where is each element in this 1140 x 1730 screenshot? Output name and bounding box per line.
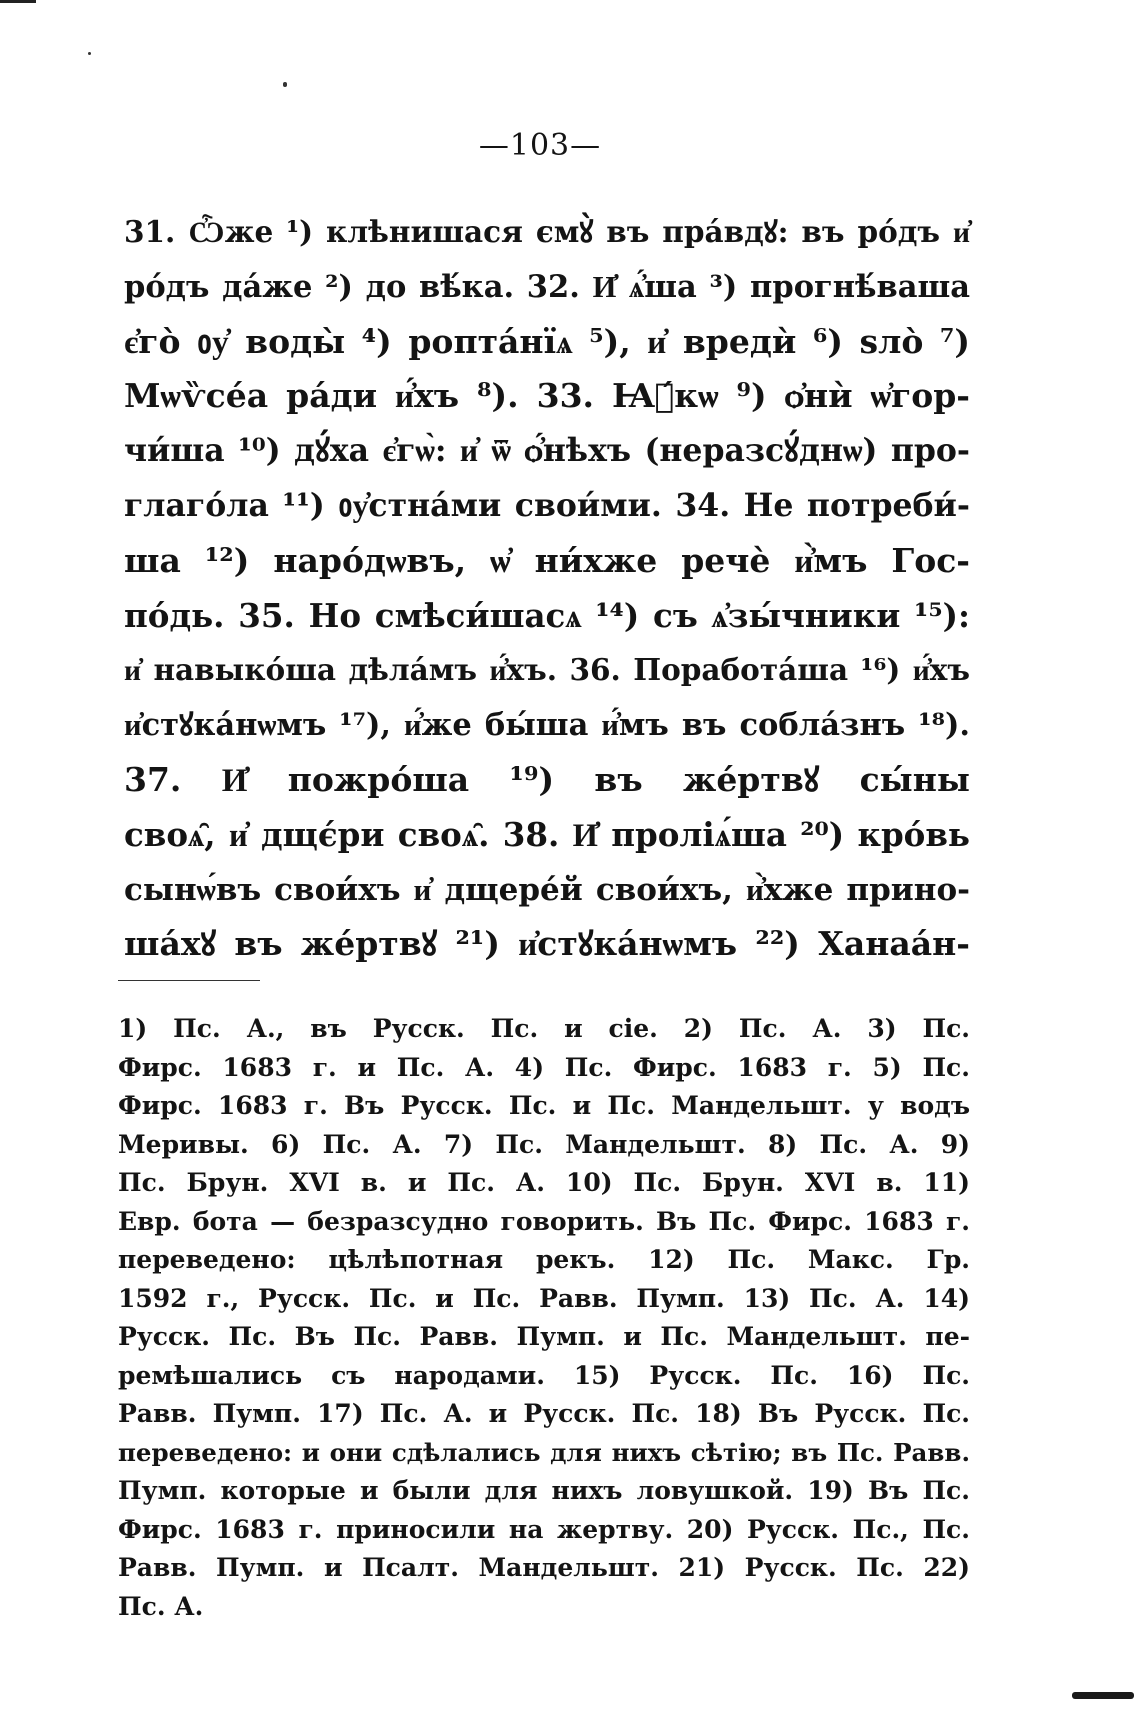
footnote-line: Пс. А.: [118, 1591, 204, 1621]
text-line: ша ¹²) наро́дѡвъ, ѡ҆ ни́хже речѐ и҆̀мъ Гос-: [124, 540, 970, 580]
text-line: своѧ̑, и҆ дщє́ри своѧ̑. 38. И҆ проліѧ́ша ²⁰) кро́вь: [124, 814, 970, 854]
scan-edge-mark: [1072, 1692, 1134, 1699]
text-line: чи́ша ¹⁰) дꙋ́ха є҆гѡ̀: и҆ ѿ ѻ҆́нѣхъ (неразсꙋ́днѡ) про-: [124, 432, 970, 470]
psalm-text: [124, 205, 970, 972]
footnote-line: 1) Пс. А., въ Русск. Пс. и сіе. 2) Пс. А. 3) Пс.: [118, 1014, 970, 1043]
text-line: 31. Ѽже ¹) клѣнишася ємꙋ̀ въ пра́вдꙋ: въ ро́дъ и҆: [124, 214, 970, 249]
scan-speck: [283, 82, 287, 87]
footnotes: [118, 1010, 970, 1626]
footnote-line: Евр. бота — безразсудно говорить. Въ Пс. Фирс. 1683 г.: [118, 1206, 970, 1236]
footnote-line: Меривы. 6) Пс. А. 7) Пс. Мандельшт. 8) Пс. А. 9): [118, 1129, 970, 1159]
footnote-line: ремѣшались съ народами. 15) Русск. Пс. 16) Пс.: [118, 1360, 970, 1390]
footnote-separator: [118, 980, 260, 981]
text-line: Мѡѷсе́а ра́ди и҆́хъ ⁸). 33. Ꙗ҆́кѡ ⁹) ѻ҆нѝ ѡ҆гор-: [124, 376, 970, 416]
text-line: ро́дъ да́же ²) до вѣ́ка. 32. И҆ ѧ҆́ша ³) прогнѣ́ваша: [124, 268, 970, 305]
text-line: сынѡ́въ свои́хъ и҆ дщере́й свои́хъ, и҆̀хже прино-: [124, 871, 970, 908]
footnote-line: 1592 г., Русск. Пс. и Пс. Равв. Пумп. 13) Пс. А. 14): [118, 1283, 970, 1313]
text-line: и҆ навыко́ша дѣла́мъ и҆́хъ. 36. Поработа́ша ¹⁶) и҆́хъ: [124, 652, 970, 688]
text-line: ша́хꙋ въ же́ртвꙋ ²¹) и҆стꙋка́нѡмъ ²²) Ханаа́н-: [124, 924, 970, 964]
text-line: по́дь. 35. Но смѣси́шасѧ ¹⁴) съ ѧ҆зы́чники ¹⁵):: [124, 595, 970, 635]
scan-edge-mark: [0, 0, 36, 3]
footnote-line: Фирс. 1683 г. и Пс. А. 4) Пс. Фирс. 1683 г. 5) Пс.: [118, 1052, 970, 1082]
footnote-line: Равв. Пумп. и Псалт. Мандельшт. 21) Русск. Пс. 22): [118, 1553, 970, 1582]
footnote-line: Фирс. 1683 г. Въ Русск. Пс. и Пс. Мандельшт. у водъ: [118, 1091, 970, 1120]
scan-speck: [88, 52, 91, 55]
footnote-line: Фирс. 1683 г. приносили на жертву. 20) Русск. Пс., Пс.: [118, 1514, 970, 1544]
page-number: —103—: [478, 128, 602, 163]
text-line: є҆го̀ ᲂу҆ воды̀ ⁴) ропта́нїѧ ⁵), и҆ вредѝ ⁶) ѕло̀ ⁷): [124, 321, 970, 361]
footnote-line: Пумп. которые и были для нихъ ловушкой. 19) Въ Пс.: [118, 1476, 970, 1505]
text-line: и҆стꙋка́нѡмъ ¹⁷), и҆́же бы́ша и҆́мъ въ собла́знъ ¹⁸).: [124, 707, 970, 744]
text-line: 37. И҆ пожро́ша ¹⁹) въ же́ртвꙋ сы́ны: [124, 759, 970, 799]
footnote-line: Русск. Пс. Въ Пс. Равв. Пумп. и Пс. Мандельшт. пе-: [118, 1322, 970, 1351]
text-line: глаго́ла ¹¹) ᲂу҆стна́ми свои́ми. 34. Не потреби́-: [124, 486, 970, 524]
footnote-line: переведено: и они сдѣлались для нихъ сѣтію; въ Пс. Равв.: [118, 1437, 970, 1467]
footnote-line: Пс. Брун. XVI в. и Пс. А. 10) Пс. Брун. XVI в. 11): [118, 1168, 970, 1197]
footnote-line: переведено: цѣлѣпотная рекъ. 12) Пс. Макс. Гр.: [118, 1245, 970, 1274]
footnote-line: Равв. Пумп. 17) Пс. А. и Русск. Пс. 18) Въ Русск. Пс.: [118, 1399, 970, 1428]
